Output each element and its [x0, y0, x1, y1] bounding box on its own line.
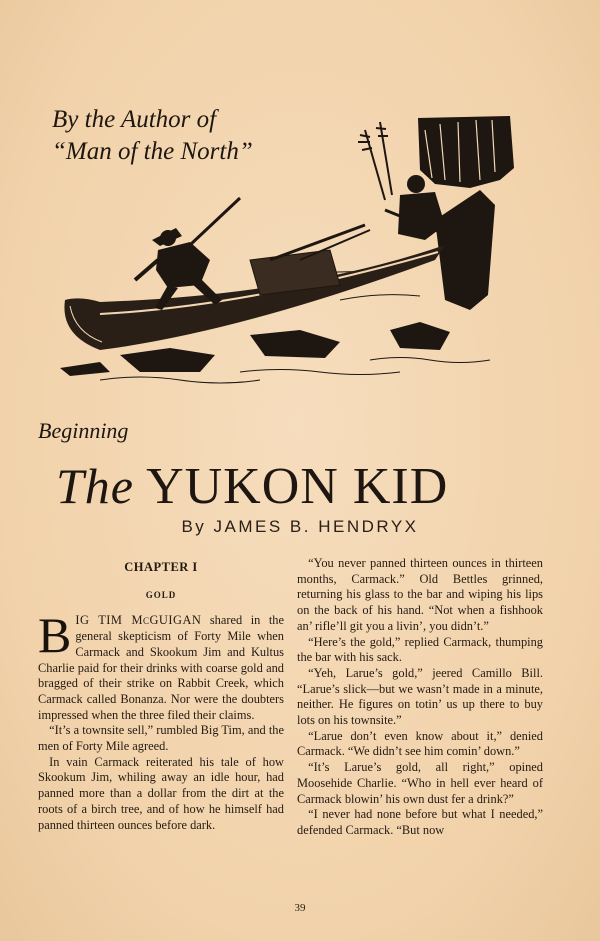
- paragraph: [38, 607, 284, 723]
- paragraph: “Here’s the gold,” replied Carmack, thumping the bar with his sack.: [297, 634, 543, 665]
- paragraph: “Larue don’t even know about it,” denied Carmack. “We didn’t see him comin’ down.”: [297, 728, 543, 759]
- paragraph: “It’s a townsite sell,” rumbled Big Tim, and the men of Forty Mile agreed.: [38, 723, 284, 754]
- story-title-main: YUKON KID: [146, 458, 449, 515]
- chapter-subheading: GOLD: [145, 589, 177, 600]
- paragraph-text: shared in the general skepticism of Forty Mile when Carmack and Skookum Jim and Kultus Charlie paid for their drinks with coarse gold and bragged of their strike on Rabbit Creek, which Carmack called Bonanza. Nor were the doubters impressed when the three filed their claims.: [38, 613, 284, 722]
- dark-forest: [418, 116, 514, 188]
- pine-trees: [358, 122, 392, 200]
- drop-cap: B: [38, 607, 72, 664]
- left-column: [38, 556, 284, 833]
- page-number: 39: [294, 902, 306, 914]
- paragraph: “I never had none before but what I needed,” defended Carmack. “But now: [297, 807, 543, 837]
- byline: By JAMES B. HENDRYX: [181, 517, 419, 536]
- canoe-illustration: [40, 110, 540, 400]
- chapter-heading: CHAPTER I: [124, 560, 198, 574]
- paragraph: In vain Carmack reiterated his tale of how Skookum Jim, whiling away an idle hour, had panned more than a dollar from the dirt at the roots of a birch tree, and of how he himself had panned thirteen ounces before dark.: [38, 754, 284, 832]
- paragraph: “Yeh, Larue’s gold,” jeered Camillo Bill. “Larue’s slick—but we wasn’t made in a minute, neither. He figures on totin’ us up there to buy lots on his townsite.”: [297, 665, 543, 728]
- opening-smallcaps: IG TIM McGUIGAN: [75, 613, 202, 628]
- author-credit-line-2: “Man of the North”: [52, 138, 253, 165]
- story-title: [56, 446, 536, 527]
- right-column: [297, 556, 543, 839]
- paragraph: “You never panned thirteen ounces in thirteen months, Carmack.” Old Bettles grinned, returning his glass to the bar and wiping his lips on the back of his hand. “Not when a fishhook an’ rifle’ll git you a livin’, you didn’t.”: [297, 556, 543, 633]
- beginning-label: Beginning: [38, 418, 129, 443]
- paragraph: “It’s Larue’s gold, all right,” opined Moosehide Charlie. “Who in hell ever heard of Carmack blowin’ his own dust fer a drink?”: [297, 760, 543, 806]
- story-title-prefix: The: [56, 458, 134, 514]
- author-credit-line-1: By the Author of: [52, 106, 217, 133]
